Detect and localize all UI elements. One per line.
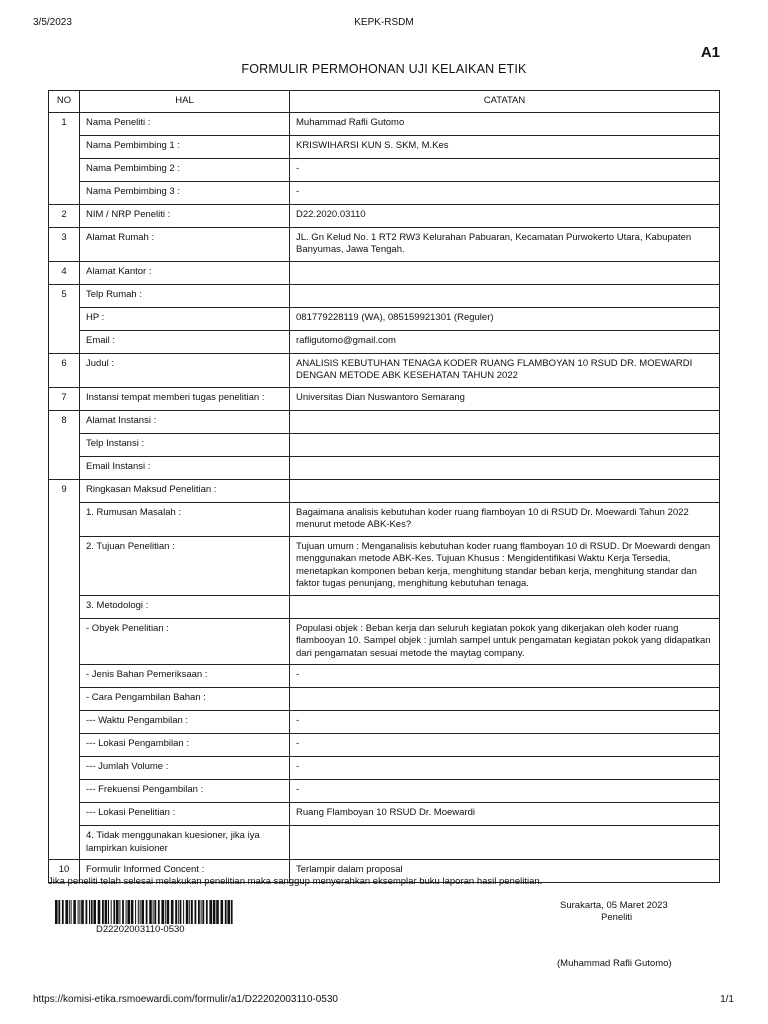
barcode-bar: [178, 900, 179, 924]
column-header-catatan: CATATAN: [290, 91, 720, 113]
table-row: [49, 387, 720, 410]
cell-catatan: -: [290, 181, 720, 204]
page-url: https://komisi-etika.rsmoewardi.com/formulir/a1/D22202003110-0530: [33, 994, 338, 1005]
cell-catatan: -: [290, 734, 720, 757]
barcode-bar: [55, 900, 58, 924]
cell-hal: Alamat Instansi :: [80, 410, 290, 433]
cell-hal: Email Instansi :: [80, 456, 290, 479]
barcode-bar: [171, 900, 174, 924]
table-row: [49, 158, 720, 181]
table-row: [49, 595, 720, 618]
cell-hal: 3. Metodologi :: [80, 595, 290, 618]
cell-catatan: KRISWIHARSI KUN S. SKM, M.Kes: [290, 135, 720, 158]
cell-hal: - Jenis Bahan Pemeriksaan :: [80, 665, 290, 688]
table-row: [49, 135, 720, 158]
barcode-bar: [213, 900, 216, 924]
cell-no: 8: [49, 410, 80, 479]
barcode-image: [55, 900, 233, 924]
barcode-bar: [225, 900, 227, 924]
cell-catatan: [290, 826, 720, 860]
cell-catatan: D22.2020.03110: [290, 204, 720, 227]
cell-catatan: [290, 456, 720, 479]
barcode-bar: [195, 900, 197, 924]
table-row: [49, 410, 720, 433]
cell-catatan: -: [290, 665, 720, 688]
table-row: [49, 307, 720, 330]
cell-no: 3: [49, 227, 80, 261]
barcode-bar: [79, 900, 80, 924]
cell-catatan: Terlampir dalam proposal: [290, 860, 720, 883]
barcode-bar: [86, 900, 88, 924]
barcode-bar: [161, 900, 164, 924]
cell-hal: Telp Rumah :: [80, 284, 290, 307]
table-row: [49, 479, 720, 502]
barcode-bar: [154, 900, 156, 924]
table-row: [49, 618, 720, 665]
form-table: [48, 90, 720, 883]
cell-catatan: ANALISIS KEBUTUHAN TENAGA KODER RUANG FLAMBOYAN 10 RSUD DR. MOEWARDI DENGAN METODE ABK KESEHATAN TAHUN 2022: [290, 353, 720, 387]
table-row: [49, 780, 720, 803]
column-header-no: NO: [49, 91, 80, 113]
barcode-bar: [127, 900, 130, 924]
table-row: [49, 665, 720, 688]
barcode-bar: [62, 900, 64, 924]
barcode-bar: [105, 900, 108, 924]
cell-hal: 4. Tidak menggunakan kuesioner, jika iya lampirkan kuisioner: [80, 826, 290, 860]
barcode-bar: [149, 900, 152, 924]
table-row: [49, 536, 720, 595]
barcode-bar: [186, 900, 189, 924]
cell-hal: Telp Instansi :: [80, 433, 290, 456]
signature-role: Peneliti: [601, 912, 633, 923]
table-row: [49, 261, 720, 284]
footer-note: Jika peneliti telah selesai melakukan penelitian maka sanggup menyerahkan eksemplar buku laporan hasil penelitian.: [48, 876, 543, 887]
cell-hal: - Obyek Penelitian :: [80, 618, 290, 665]
cell-hal: Nama Pembimbing 2 :: [80, 158, 290, 181]
cell-catatan: -: [290, 780, 720, 803]
cell-catatan: Universitas Dian Nuswantoro Semarang: [290, 387, 720, 410]
barcode-bar: [189, 900, 190, 924]
table-row: [49, 826, 720, 860]
barcode-bar: [71, 900, 72, 924]
cell-hal: --- Waktu Pengambilan :: [80, 711, 290, 734]
table-row: [49, 734, 720, 757]
cell-no: 9: [49, 479, 80, 860]
table-row: [49, 353, 720, 387]
barcode-bar: [98, 900, 101, 924]
barcode-bar: [209, 900, 212, 924]
cell-hal: 1. Rumusan Masalah :: [80, 502, 290, 536]
cell-hal: Judul :: [80, 353, 290, 387]
table-header-row: [49, 91, 720, 113]
barcode-bar: [73, 900, 76, 924]
barcode-bar: [138, 900, 139, 924]
cell-catatan: JL. Gn Kelud No. 1 RT2 RW3 Kelurahan Pabuaran, Kecamatan Purwokerto Utara, Kabupaten Banyumas, Jawa Tengah.: [290, 227, 720, 261]
barcode-bar: [126, 900, 127, 924]
table-row: [49, 456, 720, 479]
print-date: 3/5/2023: [33, 17, 72, 28]
barcode-bar: [227, 900, 230, 924]
barcode-bar: [141, 900, 144, 924]
barcode-bar: [165, 900, 166, 924]
barcode-bar: [221, 900, 224, 924]
barcode-bar: [122, 900, 124, 924]
barcode-bar: [135, 900, 136, 924]
cell-hal: --- Lokasi Pengambilan :: [80, 734, 290, 757]
cell-hal: Formulir Informed Concent :: [80, 860, 290, 883]
barcode-bar: [202, 900, 204, 924]
page-number: 1/1: [720, 994, 734, 1005]
cell-catatan: [290, 433, 720, 456]
cell-hal: Instansi tempat memberi tugas penelitian :: [80, 387, 290, 410]
cell-hal: Nama Pembimbing 1 :: [80, 135, 290, 158]
barcode-bar: [191, 900, 193, 924]
print-header-title: KEPK-RSDM: [354, 17, 414, 28]
cell-catatan: rafligutomo@gmail.com: [290, 330, 720, 353]
table-row: [49, 204, 720, 227]
signature-place-date: Surakarta, 05 Maret 2023: [560, 900, 668, 911]
cell-no: 7: [49, 387, 80, 410]
cell-hal: --- Jumlah Volume :: [80, 757, 290, 780]
cell-no: 6: [49, 353, 80, 387]
cell-no: 1: [49, 112, 80, 204]
cell-no: 5: [49, 284, 80, 353]
cell-hal: Alamat Rumah :: [80, 227, 290, 261]
cell-catatan: Populasi objek : Beban kerja dan seluruh kegiatan pokok yang dikerjakan oleh koder ruang flambooyan 10. Sampel objek : jumlah sampel untuk pengamatan kegiatan pokok yang didapatkan dari pengamatan sesuai metode the maytag company.: [290, 618, 720, 665]
column-header-hal: HAL: [80, 91, 290, 113]
table-row: [49, 227, 720, 261]
cell-hal: Nama Peneliti :: [80, 112, 290, 135]
cell-hal: --- Frekuensi Pengambilan :: [80, 780, 290, 803]
barcode-bar: [102, 900, 104, 924]
table-row: [49, 803, 720, 826]
cell-catatan: [290, 688, 720, 711]
table-row: [49, 181, 720, 204]
cell-catatan: [290, 595, 720, 618]
barcode-bar: [119, 900, 120, 924]
barcode-bar: [158, 900, 160, 924]
cell-hal: Email :: [80, 330, 290, 353]
table-row: [49, 433, 720, 456]
cell-hal: --- Lokasi Penelitian :: [80, 803, 290, 826]
barcode-bar: [89, 900, 90, 924]
barcode-bar: [180, 900, 182, 924]
cell-catatan: [290, 284, 720, 307]
cell-no: 2: [49, 204, 80, 227]
cell-hal: 2. Tujuan Penelitian :: [80, 536, 290, 595]
barcode-bar: [206, 900, 208, 924]
barcode-bar: [201, 900, 202, 924]
cell-hal: Nama Pembimbing 3 :: [80, 181, 290, 204]
cell-hal: Alamat Kantor :: [80, 261, 290, 284]
barcode-bar: [198, 900, 200, 924]
barcode-bar: [146, 900, 148, 924]
table-body: [49, 112, 720, 883]
signature-name: (Muhammad Rafli Gutomo): [557, 958, 672, 969]
cell-catatan: Ruang Flamboyan 10 RSUD Dr. Moewardi: [290, 803, 720, 826]
barcode-bar: [183, 900, 184, 924]
barcode-bar: [111, 900, 112, 924]
cell-no: 4: [49, 261, 80, 284]
table-row: [49, 502, 720, 536]
barcode-bar: [216, 900, 219, 924]
barcode-bar: [175, 900, 177, 924]
barcode-bar: [131, 900, 134, 924]
form-code: A1: [700, 44, 720, 61]
cell-catatan: [290, 410, 720, 433]
barcode-bar: [65, 900, 68, 924]
cell-catatan: Bagaimana analisis kebutuhan koder ruang flamboyan 10 di RSUD Dr. Moewardi Tahun 2022 menurut metode ABK-Kes?: [290, 502, 720, 536]
cell-catatan: 081779228119 (WA), 085159921301 (Reguler): [290, 307, 720, 330]
barcode-bar: [108, 900, 109, 924]
barcode-bar: [167, 900, 170, 924]
table-row: [49, 112, 720, 135]
cell-no: 10: [49, 860, 80, 883]
barcode-number: D22202003110-0530: [96, 924, 185, 935]
table-row: [49, 330, 720, 353]
cell-hal: Ringkasan Maksud Penelitian :: [80, 479, 290, 502]
barcode-bar: [69, 900, 70, 924]
cell-catatan: -: [290, 757, 720, 780]
cell-catatan: -: [290, 711, 720, 734]
barcode-bar: [93, 900, 96, 924]
barcode-bar: [81, 900, 84, 924]
cell-hal: - Cara Pengambilan Bahan :: [80, 688, 290, 711]
barcode-bar: [78, 900, 79, 924]
barcode-bar: [113, 900, 115, 924]
barcode-bar: [231, 900, 233, 924]
cell-hal: NIM / NRP Peneliti :: [80, 204, 290, 227]
barcode-bar: [91, 900, 93, 924]
cell-hal: HP :: [80, 307, 290, 330]
form-title: FORMULIR PERMOHONAN UJI KELAIKAN ETIK: [241, 62, 527, 76]
table-row: [49, 757, 720, 780]
table-row: [49, 284, 720, 307]
table-row: [49, 688, 720, 711]
cell-catatan: Muhammad Rafli Gutomo: [290, 112, 720, 135]
cell-catatan: Tujuan umum : Menganalisis kebutuhan koder ruang flamboyan 10 di RSUD. Dr Moewardi dengan menggunakan metode ABK-Kes. Tujuan Khusus : Mengidentifikasi Waktu Kerja Tersedia, menetapkan komponen beban kerja, menghitung standar beban kerja, menghitung standar dan faktor tugas penunjang, menghitung kebutuhan tenaga.: [290, 536, 720, 595]
cell-catatan: -: [290, 158, 720, 181]
barcode-bar: [58, 900, 60, 924]
barcode-bar: [153, 900, 154, 924]
table-row: [49, 711, 720, 734]
cell-catatan: [290, 261, 720, 284]
barcode-bar: [116, 900, 119, 924]
cell-catatan: [290, 479, 720, 502]
barcode-bar: [140, 900, 141, 924]
